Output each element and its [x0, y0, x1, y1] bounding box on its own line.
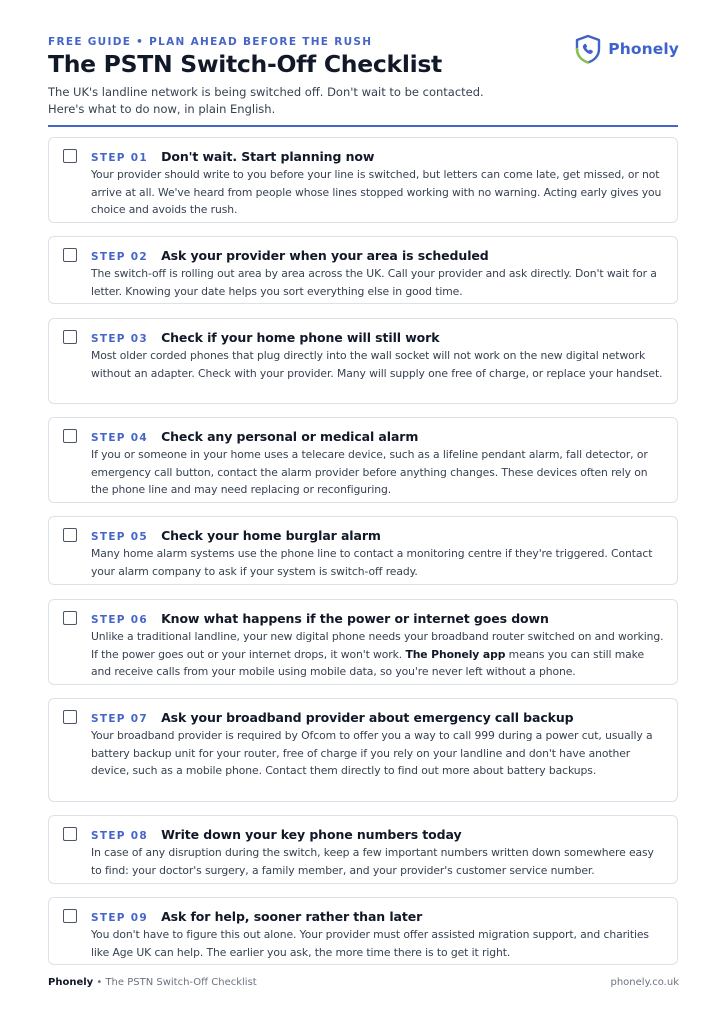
step-header: [91, 824, 667, 843]
checklist-step-01: [48, 137, 678, 223]
step-header: [91, 608, 667, 627]
step-header: [91, 146, 667, 165]
step-body-text: Unlike a traditional landline, your new digital phone needs your broadband router switched on and working. If the power goes out or your internet drops, it won't work.: [91, 630, 664, 661]
checkbox-step-01[interactable]: [63, 149, 77, 163]
step-body: The switch-off is rolling out area by area across the UK. Call your provider and ask directly. Don't wait for a letter. Knowing your date helps you sort everything else in good time.: [91, 267, 657, 298]
step-number: STEP 05: [91, 531, 148, 543]
step-header: [91, 426, 667, 445]
footer-doc-name: The PSTN Switch-Off Checklist: [105, 977, 257, 988]
checkbox-step-09[interactable]: [63, 909, 77, 923]
step-body: You don't have to figure this out alone. Your provider must offer assisted migration support, and charities like Age UK can help. The earlier you ask, the more time there is to get it right.: [91, 928, 649, 959]
shield-phone-icon: [574, 34, 602, 64]
step-header: [91, 906, 667, 925]
checklist-step-03: [48, 318, 678, 404]
eyebrow-label: FREE GUIDE • PLAN AHEAD BEFORE THE RUSH: [48, 36, 373, 48]
step-title: Ask your broadband provider about emergency call backup: [161, 710, 574, 725]
footer-separator: •: [93, 977, 106, 988]
step-number: STEP 02: [91, 251, 148, 263]
subtitle-line-2: Here's what to do now, in plain English.: [48, 102, 276, 116]
checkbox-step-02[interactable]: [63, 248, 77, 262]
checkbox-step-08[interactable]: [63, 827, 77, 841]
page-subtitle: [48, 84, 608, 118]
step-title: Know what happens if the power or internet goes down: [161, 611, 549, 626]
step-title: Don't wait. Start planning now: [161, 149, 375, 164]
subtitle-line-1: The UK's landline network is being switched off. Don't wait to be contacted.: [48, 85, 484, 99]
footer-brand: Phonely: [48, 977, 94, 988]
checklist-step-04: [48, 417, 678, 503]
phonely-app-mention: The Phonely app: [405, 647, 506, 661]
step-body: [91, 628, 665, 681]
checkbox-step-03[interactable]: [63, 330, 77, 344]
step-header: [91, 245, 667, 264]
checkbox-step-04[interactable]: [63, 429, 77, 443]
checkbox-step-06[interactable]: [63, 611, 77, 625]
footer-url[interactable]: phonely.co.uk: [610, 977, 679, 988]
brand-name: Phonely: [608, 40, 679, 58]
step-header: [91, 327, 667, 346]
step-title: Ask for help, sooner rather than later: [161, 909, 423, 924]
step-title: Check your home burglar alarm: [161, 528, 381, 543]
step-title: Check if your home phone will still work: [161, 330, 440, 345]
checklist-step-09: [48, 897, 678, 965]
step-body: Many home alarm systems use the phone line to contact a monitoring centre if they're triggered. Contact your alarm company to ask if your system is switch-off ready.: [91, 547, 653, 578]
step-number: STEP 08: [91, 830, 148, 842]
checklist-step-08: [48, 815, 678, 884]
checklist-step-07: [48, 698, 678, 802]
step-number: STEP 04: [91, 432, 148, 444]
footer-left: [48, 977, 257, 988]
checklist-step-02: [48, 236, 678, 304]
checkbox-step-05[interactable]: [63, 528, 77, 542]
step-number: STEP 03: [91, 333, 148, 345]
step-number: STEP 06: [91, 614, 148, 626]
step-title: Check any personal or medical alarm: [161, 429, 419, 444]
step-body: In case of any disruption during the switch, keep a few important numbers written down somewhere easy to find: your doctor's surgery, a family member, and your provider's customer service number.: [91, 846, 654, 877]
step-title: Write down your key phone numbers today: [161, 827, 462, 842]
step-title: Ask your provider when your area is scheduled: [161, 248, 489, 263]
checklist-step-05: [48, 516, 678, 585]
step-header: [91, 525, 667, 544]
step-number: STEP 07: [91, 713, 148, 725]
step-body: Most older corded phones that plug directly into the wall socket will not work on the new digital network without an adapter. Check with your provider. Many will supply one free of charge, or replace your handset.: [91, 349, 663, 380]
brand-logo: [574, 34, 679, 64]
step-body: Your broadband provider is required by Ofcom to offer you a way to call 999 during a power cut, usually a battery backup unit for your router, free of charge if you rely on your landline and don't have another device, such as a mobile phone. Contact them directly to find out more about battery backups.: [91, 729, 653, 777]
checkbox-step-07[interactable]: [63, 710, 77, 724]
step-header: [91, 707, 667, 726]
step-number: STEP 01: [91, 152, 148, 164]
header-divider: [48, 125, 678, 127]
checklist-step-06: [48, 599, 678, 685]
step-body: If you or someone in your home uses a telecare device, such as a lifeline pendant alarm, fall detector, or emergency call button, contact the alarm provider before anything changes. These devices often rely on the phone line and may need replacing or reconfiguring.: [91, 448, 648, 496]
step-body-text: means you can still make and receive calls from your mobile using mobile data, so you're never left without a phone.: [91, 647, 644, 678]
page-title: The PSTN Switch-Off Checklist: [48, 50, 442, 78]
step-number: STEP 09: [91, 912, 148, 924]
step-body: Your provider should write to you before your line is switched, but letters can come late, get missed, or not arrive at all. We've heard from people whose lines stopped working with no warning. Acting early gives you choice and avoids the rush.: [91, 168, 662, 216]
